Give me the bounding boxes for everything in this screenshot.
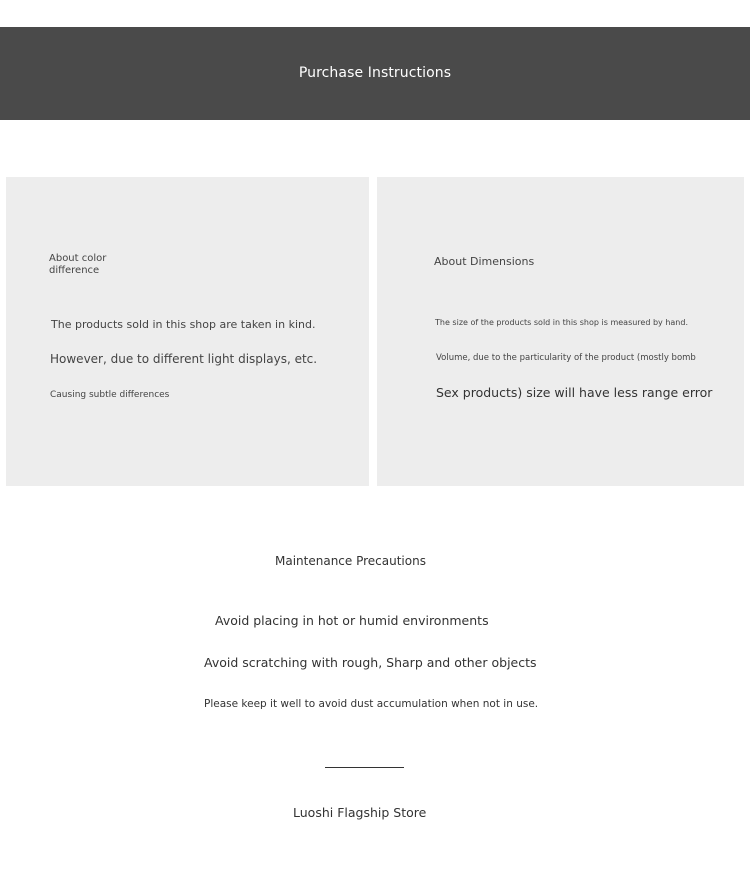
maintenance-line-2: Avoid scratching with rough, Sharp and other objects: [204, 655, 537, 670]
color-difference-title: About color difference: [49, 253, 107, 276]
banner-title: Purchase Instructions: [298, 65, 452, 81]
purchase-instructions-banner: [0, 27, 750, 120]
maintenance-line-3: Please keep it well to avoid dust accumulation when not in use.: [204, 698, 539, 710]
color-difference-line-1: The products sold in this shop are taken in kind.: [51, 318, 316, 331]
dimensions-title: About Dimensions: [434, 255, 535, 268]
color-difference-panel: [6, 177, 369, 486]
dimensions-line-3: Sex products) size will have less range error: [436, 385, 713, 400]
dimensions-line-1: The size of the products sold in this shop is measured by hand.: [435, 318, 688, 327]
maintenance-title: Maintenance Precautions: [275, 554, 426, 568]
dimensions-line-2: Volume, due to the particularity of the product (mostly bomb: [436, 353, 696, 363]
dimensions-panel: [377, 177, 744, 486]
color-difference-line-3: Causing subtle differences: [50, 390, 170, 400]
color-difference-line-2: However, due to different light displays, etc.: [50, 352, 318, 366]
footer-divider: [325, 767, 404, 768]
maintenance-line-1: Avoid placing in hot or humid environments: [215, 613, 489, 628]
store-name: Luoshi Flagship Store: [293, 805, 427, 820]
